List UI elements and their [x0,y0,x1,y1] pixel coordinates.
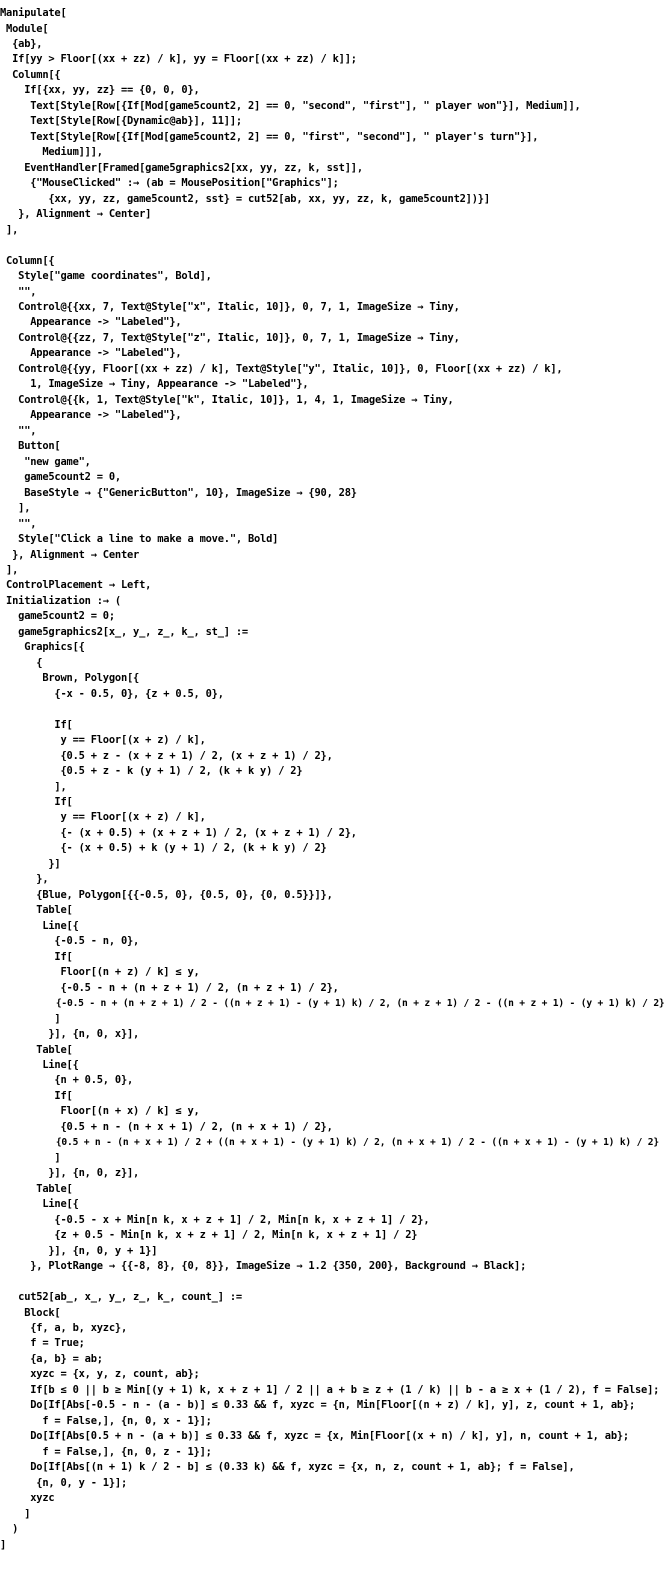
code-line: }], {n, 0, y + 1}] [0,1244,158,1257]
code-line: y == Floor[(x + z) / k], [0,734,206,747]
code-line: }], {n, 0, x}], [0,1028,140,1040]
code-line: Column[{ [0,254,55,267]
code-line: Block[ [0,1306,61,1319]
code-line: Medium]]], [0,146,103,159]
code-line: {n + 0.5, 0}, [0,1074,134,1087]
code-line: Brown, Polygon[{ [0,672,140,685]
code-line: "", [0,285,37,298]
code-line: ], [0,223,19,236]
code-line: EventHandler[Framed[game5graphics2[xx, yy, zz, k, sst]], [0,161,363,174]
code-line: Appearance -> "Labeled"}, [0,347,182,360]
code-line: y == Floor[(x + z) / k], [0,811,206,824]
code-line: f = True; [0,1337,85,1350]
code-line: {z + 0.5 - Min[n k, x + z + 1] / 2, Min[n k, x + z + 1] / 2} [0,1229,418,1242]
code-line: 1, ImageSize → Tiny, Appearance -> "Labeled"}, [0,378,309,391]
code-line: {-0.5 - n, 0}, [0,935,140,948]
code-line: If[b ≤ 0 || b ≥ Min[(y + 1) k, x + z + 1] / 2 || a + b ≥ z + (1 / k) || b - a ≥ x + (1 / 2), f = False]; [0,1383,660,1396]
code-line: Do[If[Abs[-0.5 - n - (a - b)] ≤ 0.33 && f, xyzc = {n, Min[Floor[(n + z) / k], y], z, count + 1, ab}; [0,1399,636,1412]
code-line: {ab}, [0,37,43,50]
code-line: }] [0,857,61,870]
code-line: {f, a, b, xyzc}, [0,1322,128,1334]
code-line: {a, b} = ab; [0,1352,103,1365]
code-line: Graphics[{ [0,641,85,654]
code-line: {0.5 + z - (x + z + 1) / 2, (x + z + 1) / 2}, [0,749,333,762]
code-line: }, [0,873,49,886]
code-line: { [0,656,43,669]
code-line: {"MouseClicked" :→ (ab = MousePosition["Graphics"]; [0,177,339,190]
code-line: Control@{{xx, 7, Text@Style["x", Italic, 10]}, 0, 7, 1, ImageSize → Tiny, [0,300,460,313]
code-line: Column[{ [0,68,61,81]
code-line: ] [0,1538,7,1551]
code-line: Do[If[Abs[(n + 1) k / 2 - b] ≤ (0.33 k) && f, xyzc = {x, n, z, count + 1, ab}; f = False], [0,1461,575,1474]
code-line: Table[ [0,904,73,917]
code-line: game5count2 = 0, [0,471,121,484]
code-line: Line[{ [0,919,79,932]
code-line: {0.5 + z - k (y + 1) / 2, (k + k y) / 2} [0,765,303,777]
code-line: If[ [0,950,73,963]
code-line: Floor[(n + z) / k] ≤ y, [0,966,200,979]
code-line: Style["game coordinates", Bold], [0,270,212,282]
code-line: {n, 0, y - 1}]; [0,1476,128,1489]
code-line: Table[ [0,1043,73,1056]
code-line: cut52[ab_, x_, y_, z_, k_, count_] := [0,1291,242,1303]
code-line: {Blue, Polygon[{{-0.5, 0}, {0.5, 0}, {0, 0.5}}]}, [0,888,333,901]
code-line: "", [0,517,37,530]
code-line: {-x - 0.5, 0}, {z + 0.5, 0}, [0,687,224,700]
code-line: }, PlotRange → {{-8, 8}, {0, 8}}, ImageSize → 1.2 {350, 200}, Background → Black]; [0,1260,527,1273]
code-line: Control@{{k, 1, Text@Style["k", Italic, 10]}, 1, 4, 1, ImageSize → Tiny, [0,393,454,406]
code-line: Appearance -> "Labeled"}, [0,409,182,422]
code-line: If[yy > Floor[(xx + zz) / k], yy = Floor[(xx + zz) / k]]; [0,53,357,66]
code-line: game5graphics2[x_, y_, z_, k_, st_] := [0,625,248,638]
code-line: {xx, yy, zz, game5count2, sst} = cut52[ab, xx, yy, zz, k, game5count2])}] [0,192,490,205]
code-line: {0.5 + n - (n + x + 1) / 2 + ((n + x + 1) - (y + 1) k) / 2, (n + x + 1) / 2 - ((n + x + 1) - (y + 1) k) / 2} [0,1137,659,1149]
code-line: xyzc = {x, y, z, count, ab}; [0,1368,200,1381]
code-line: Initialization :→ ( [0,594,121,607]
code-line: If[ [0,1089,73,1102]
code-line: Style["Click a line to make a move.", Bold] [0,533,279,545]
code-line: Text[Style[Row[{Dynamic@ab}], 11]]; [0,115,242,128]
code-line: xyzc [0,1492,55,1505]
code-line: Line[{ [0,1198,79,1211]
code-line: Manipulate[ [0,7,67,19]
code-line: If[ [0,718,73,731]
code-line: ] [0,1151,61,1164]
code-line: ], [0,502,31,514]
code-line: If[ [0,796,73,808]
code-line: }, Alignment → Center [0,548,140,561]
code-line: ] [0,1012,61,1025]
code-line: {-0.5 - x + Min[n k, x + z + 1] / 2, Min[n k, x + z + 1] / 2}, [0,1213,430,1226]
code-line: BaseStyle → {"GenericButton", 10}, ImageSize → {90, 28} [0,486,357,499]
code-line: {-0.5 - n + (n + z + 1) / 2 - ((n + z + 1) - (y + 1) k) / 2, (n + z + 1) / 2 - ((n + z + 1) - (y + 1) k) / 2} [0,998,665,1010]
code-line: }, Alignment → Center] [0,208,152,221]
code-line: Control@{{yy, Floor[(xx + zz) / k], Text@Style["y", Italic, 10]}, 0, Floor[(xx + zz) / k], [0,362,563,375]
code-line: ) [0,1523,19,1536]
code-line: ] [0,1507,31,1520]
code-line: {0.5 + n - (n + x + 1) / 2, (n + x + 1) / 2}, [0,1120,333,1133]
code-line: Text[Style[Row[{If[Mod[game5count2, 2] == 0, "first", "second"], " player's turn"}], [0,130,539,143]
code-line: f = False,], {n, 0, x - 1}]; [0,1414,212,1427]
code-line: game5count2 = 0; [0,610,115,623]
code-line: Control@{{zz, 7, Text@Style["z", Italic, 10]}, 0, 7, 1, ImageSize → Tiny, [0,331,460,344]
code-line: f = False,], {n, 0, z - 1}]; [0,1445,212,1458]
code-line: "", [0,424,37,437]
code-line: Line[{ [0,1059,79,1071]
code-line: Text[Style[Row[{If[Mod[game5count2, 2] == 0, "second", "first"], " player won"}], Medium]], [0,99,581,112]
code-line: {- (x + 0.5) + (x + z + 1) / 2, (x + z + 1) / 2}, [0,826,357,839]
code-line: ControlPlacement → Left, [0,579,152,592]
code-line: Module[ [0,22,49,35]
code-line: ], [0,563,19,576]
code-line: {- (x + 0.5) + k (y + 1) / 2, (k + k y) / 2} [0,842,327,855]
code-line: ], [0,780,67,793]
code-line: "new game", [0,455,91,468]
code-line: Table[ [0,1182,73,1195]
code-line: }], {n, 0, z}], [0,1167,140,1180]
code-line: Floor[(n + x) / k] ≤ y, [0,1105,200,1118]
code-line: Do[If[Abs[0.5 + n - (a + b)] ≤ 0.33 && f, xyzc = {x, Min[Floor[(x + n) / k], y], n, count + 1, ab}; [0,1430,629,1443]
code-line: {-0.5 - n + (n + z + 1) / 2, (n + z + 1) / 2}, [0,981,339,994]
code-line: Appearance -> "Labeled"}, [0,316,182,329]
code-line: If[{xx, yy, zz} == {0, 0, 0}, [0,84,200,97]
code-line: Button[ [0,440,61,453]
